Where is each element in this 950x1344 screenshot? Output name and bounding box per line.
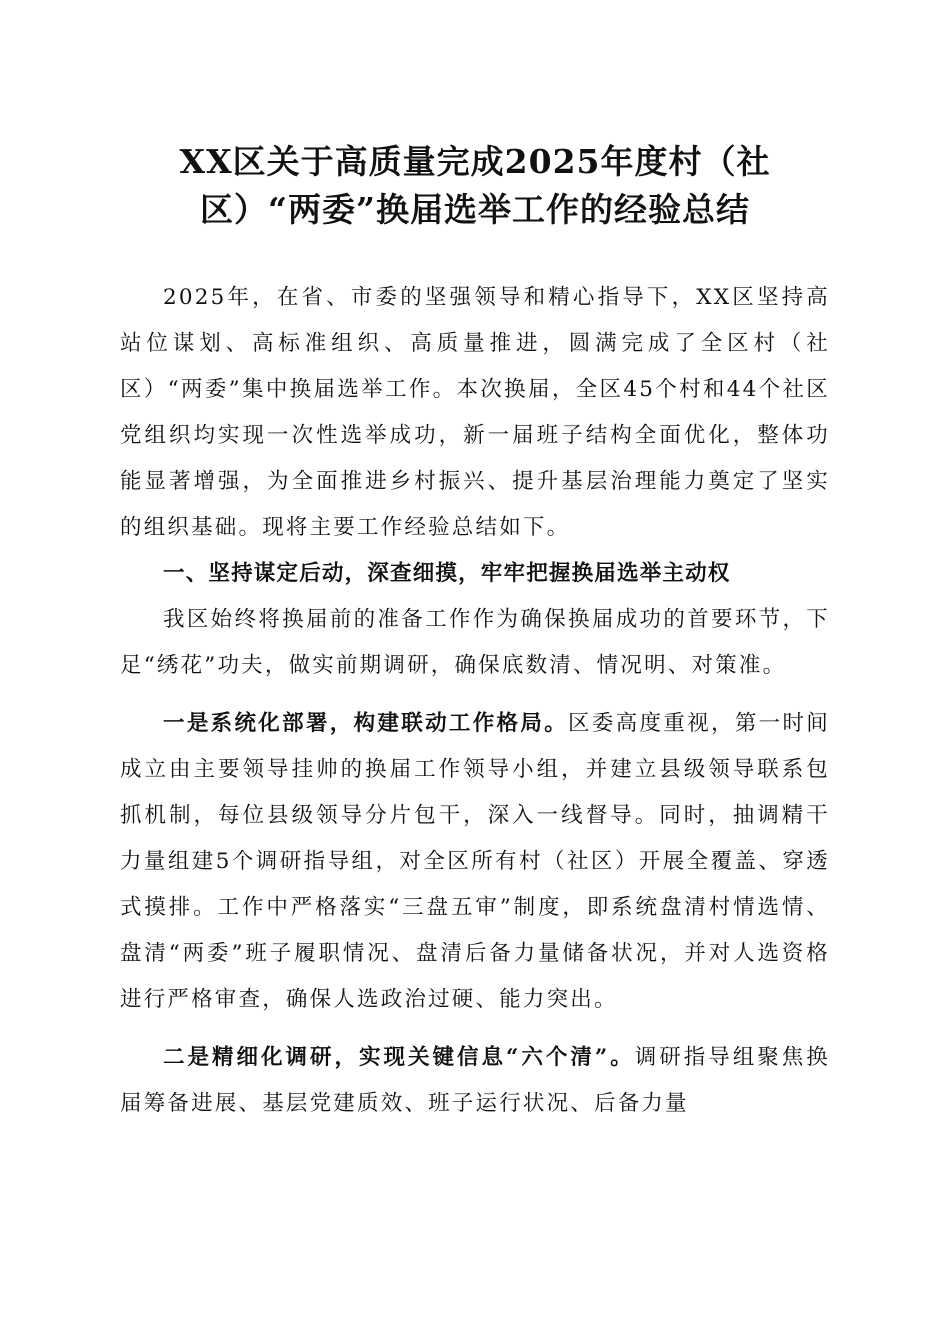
document-title <box>120 138 830 234</box>
item-1-text: 区委高度重视，第一时间成立由主要领导挂帅的换届工作领导小组，并建立县级领导联系包抓机制，每位县级领导分片包干，深入一线督导。同时，抽调精干力量组建5个调研指导组，对全区所有村（社区）开展全覆盖、穿透式摸排。工作中严格落实“三盘五审”制度，即系统盘清村情选情、盘清“两委”班子履职情况、盘清后备力量储备状况，并对人选资格进行严格审查，确保人选政治过硬、能力突出。 <box>120 711 831 1012</box>
document-body <box>120 275 830 1127</box>
section-1-paragraph: 我区始终将换届前的准备工作作为确保换届成功的首要环节，下足“绣花”功夫，做实前期调研，确保底数清、情况明、对策准。 <box>120 607 830 678</box>
item-1-paragraph <box>120 701 830 1023</box>
item-1-lead: 一是系统化部署，构建联动工作格局。 <box>163 711 569 736</box>
title-line-1: XX区关于高质量完成2025年度村（社 <box>179 142 771 181</box>
item-2-lead: 二是精细化调研，实现关键信息“六个清”。 <box>163 1045 635 1070</box>
item-2-text: 调研指导组聚焦换届筹备进展、基层党建质效、班子运行状况、后备力量 <box>120 1045 830 1116</box>
title-line-2: 区）“两委”换届选举工作的经验总结 <box>200 190 750 229</box>
item-2-paragraph <box>120 1035 830 1127</box>
section-heading-1: 一、坚持谋定后动，深查细摸，牢牢把握换届选举主动权 <box>163 561 731 586</box>
intro-paragraph: 2025年，在省、市委的坚强领导和精心指导下，XX区坚持高站位谋划、高标准组织、高质量推进，圆满完成了全区村（社区）“两委”集中换届选举工作。本次换届，全区45个村和44个社区党组织均实现一次性选举成功，新一届班子结构全面优化，整体功能显著增强，为全面推进乡村振兴、提升基层治理能力奠定了坚实的组织基础。现将主要工作经验总结如下。 <box>120 285 830 540</box>
